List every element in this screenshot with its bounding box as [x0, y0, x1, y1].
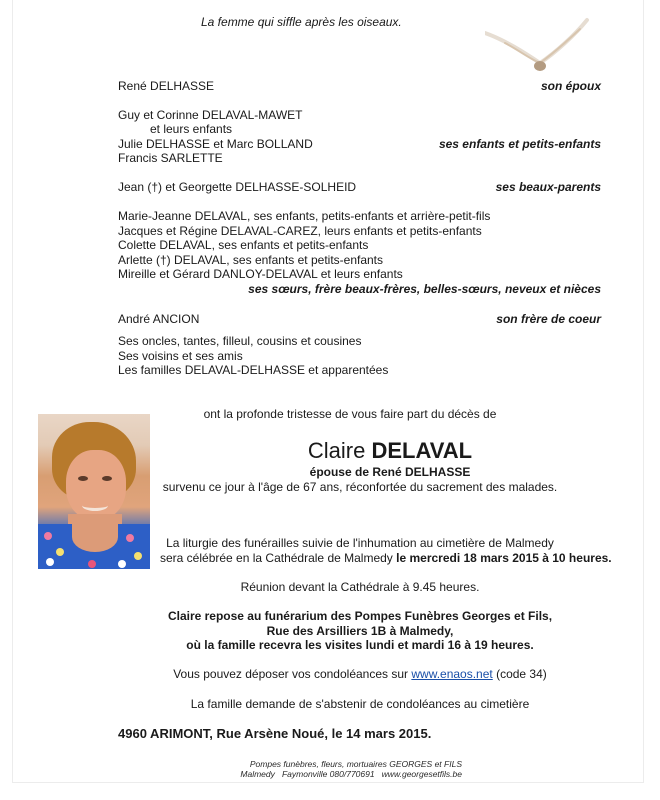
deceased-first-name: Claire	[307, 438, 366, 463]
ceremony-date: le mercredi 18 mars 2015 à 10 heures.	[396, 551, 612, 565]
family-name: Marie-Jeanne DELAVAL, ses enfants, petits-enfants et arrière-petit-fils	[118, 209, 491, 223]
family-name: Ses oncles, tantes, filleul, cousins et cousines	[118, 334, 362, 348]
condolences-link[interactable]: www.enaos.net	[411, 667, 493, 681]
deceased-name	[190, 438, 590, 464]
family-name: Francis SARLETTE	[118, 151, 223, 165]
motto: La femme qui siffle après les oiseaux.	[201, 15, 402, 29]
family-name: Mireille et Gérard DANLOY-DELAVAL et leurs enfants	[118, 267, 403, 281]
ceremony-line2	[160, 551, 612, 565]
family-name: Jean (†) et Georgette DELHASSE-SOLHEID	[118, 180, 357, 194]
announcement-intro: ont la profonde tristesse de vous faire part du décès de	[203, 407, 497, 421]
address-date-line: 4960 ARIMONT, Rue Arsène Noué, le 14 mars 2015.	[118, 726, 432, 741]
funeral-home-line1: Pompes funèbres, fleurs, mortuaires GEORGES et FILS	[249, 759, 462, 769]
family-name: Ses voisins et ses amis	[118, 349, 243, 363]
visitation-line3: où la famille recevra les visites lundi et mardi 16 à 19 heures.	[186, 638, 534, 652]
family-name: Arlette (†) DELAVAL, ses enfants et petits-enfants	[118, 253, 384, 267]
funeral-home-line2: Malmedy Faymonville 080/770691 www.georgesetfils.be	[240, 769, 462, 779]
family-name: et leurs enfants	[150, 122, 233, 136]
condolences-prefix: Vous pouvez déposer vos condoléances sur	[173, 667, 412, 681]
deceased-last-name: DELAVAL	[371, 438, 473, 463]
family-relation: son frère de coeur	[496, 312, 601, 326]
condolences-suffix: (code 34)	[492, 667, 547, 681]
family-name: René DELHASSE	[118, 79, 215, 93]
family-name: Guy et Corinne DELAVAL-MAWET	[118, 108, 303, 122]
cemetery-note: La famille demande de s'abstenir de condoléances au cimetière	[190, 697, 530, 711]
page-border	[12, 0, 644, 783]
deceased-spouse: épouse de René DELHASSE	[309, 465, 471, 479]
visitation-line1: Claire repose au funérarium des Pompes Funèbres Georges et Fils,	[167, 609, 553, 623]
visitation-line2: Rue des Arsilliers 1B à Malmedy,	[266, 624, 454, 638]
family-relation: ses sœurs, frère beaux-frères, belles-sœurs, neveux et nièces	[248, 282, 601, 296]
family-relation: ses beaux-parents	[495, 180, 601, 194]
ceremony-location: sera célébrée en la Cathédrale de Malmedy	[160, 551, 397, 565]
family-relation: ses enfants et petits-enfants	[438, 137, 601, 151]
family-name: Les familles DELAVAL-DELHASSE et apparentées	[118, 363, 389, 377]
dove-icon	[485, 15, 595, 75]
family-name: Jacques et Régine DELAVAL-CAREZ, leurs enfants et petits-enfants	[118, 224, 482, 238]
family-name: Julie DELHASSE et Marc BOLLAND	[118, 137, 313, 151]
family-relation: son époux	[540, 79, 601, 93]
deceased-details: survenu ce jour à l'âge de 67 ans, réconfortée du sacrement des malades.	[162, 480, 558, 494]
ceremony-meeting: Réunion devant la Cathédrale à 9.45 heures.	[240, 580, 480, 594]
condolences-line	[160, 667, 560, 681]
family-name: André ANCION	[118, 312, 200, 326]
family-name: Colette DELAVAL, ses enfants et petits-enfants	[118, 238, 369, 252]
ceremony-line1: La liturgie des funérailles suivie de l'inhumation au cimetière de Malmedy	[166, 536, 554, 550]
portrait-photo	[38, 414, 150, 569]
